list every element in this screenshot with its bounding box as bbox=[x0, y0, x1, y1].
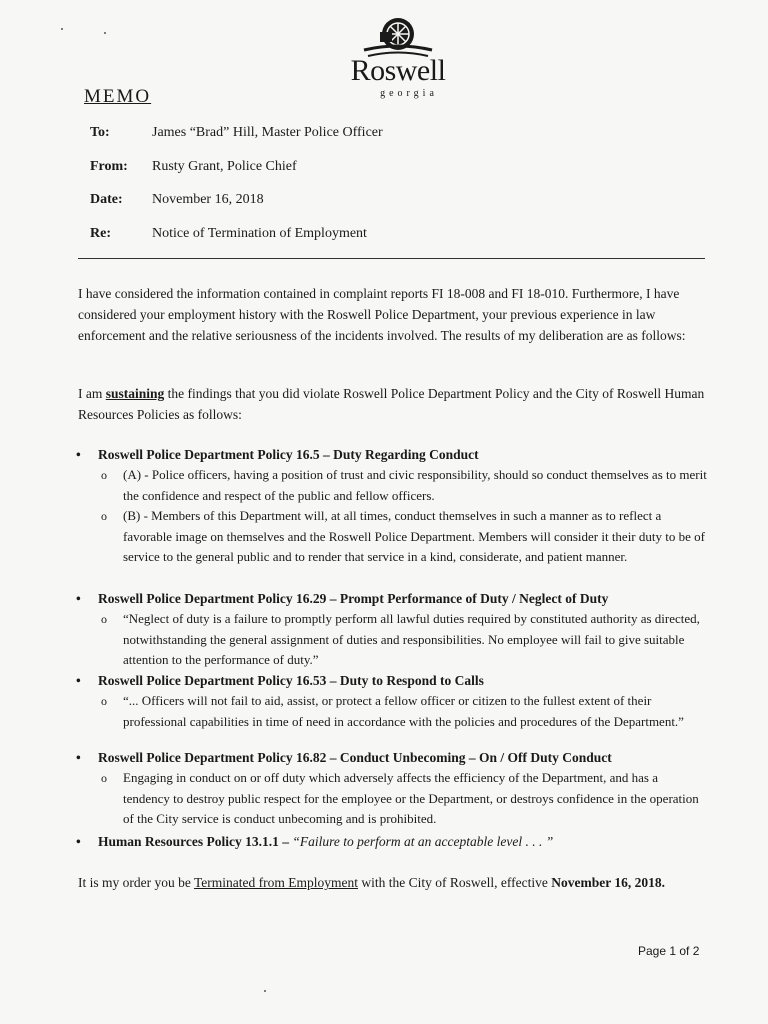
scan-speck bbox=[264, 990, 266, 992]
order-mid: with the City of Roswell, effective bbox=[358, 875, 552, 890]
logo-wordmark: Roswell bbox=[350, 54, 446, 87]
policy-16-53-a: o “... Officers will not fail to aid, assist, or protect a fellow officer or citizen to the fullest extent of their professional capabilities in time of need in accordance with the policies and procedures of the Department.” bbox=[123, 691, 708, 732]
from-label: From: bbox=[90, 159, 128, 174]
policy-16-82-a: o Engaging in conduct on or off duty which adversely affects the efficiency of the Department, and has a tendency to destroy public respect for the employee or the Department, or destroys confidence in the operation of the City service is conduct unbecoming and is prohibited. bbox=[123, 768, 708, 830]
policy-16-5-title: • Roswell Police Department Policy 16.5 – Duty Regarding Conduct bbox=[98, 445, 710, 465]
sustaining-paragraph bbox=[78, 383, 708, 425]
policy-16-53-title: • Roswell Police Department Policy 16.53 – Duty to Respond to Calls bbox=[98, 671, 710, 691]
roswell-logo bbox=[338, 14, 458, 104]
termination-order bbox=[78, 872, 708, 893]
sustain-word: sustaining bbox=[105, 386, 165, 401]
date-value: November 16, 2018 bbox=[152, 192, 264, 207]
page-number: Page 1 of 2 bbox=[638, 944, 700, 958]
policy-16-29-title: • Roswell Police Department Policy 16.29 – Prompt Performance of Duty / Neglect of Duty bbox=[98, 589, 710, 609]
to-value: James “Brad” Hill, Master Police Officer bbox=[152, 125, 383, 140]
re-label: Re: bbox=[90, 226, 111, 241]
sustain-post: the findings that you did violate Roswell Police Department Policy and the City of Roswell Human Resources Policies as follows: bbox=[78, 386, 705, 422]
policy-16-5-b: o (B) - Members of this Department will, at all times, conduct themselves in such a manner as to reflect a favorable image on themselves and the Roswell Police Department. Members will consider it their duty to be of service to the general public and to render that service in a kind, considerate, and patient manner. bbox=[123, 506, 708, 568]
header-divider bbox=[78, 258, 705, 259]
hr-policy-title: Human Resources Policy 13.1.1 – bbox=[98, 834, 293, 849]
memo-title: MEMO bbox=[84, 86, 152, 107]
re-value: Notice of Termination of Employment bbox=[152, 226, 367, 241]
intro-paragraph: I have considered the information contained in complaint reports FI 18-008 and FI 18-010. Furthermore, I have considered your employment history with the Roswell Police Department, your previous experience in law enforcement and the relative seriousness of the incidents involved. The results of my deliberation are as follows: bbox=[78, 286, 686, 343]
logo-state: georgia bbox=[380, 88, 438, 99]
policy-16-82-title: • Roswell Police Department Policy 16.82 – Conduct Unbecoming – On / Off Duty Conduct bbox=[98, 748, 710, 768]
policy-16-5-a: o (A) - Police officers, having a position of trust and civic responsibility, should so conduct themselves as to merit the confidence and respect of the public and fellow officers. bbox=[123, 465, 708, 506]
policy-16-29-a: o “Neglect of duty is a failure to promptly perform all lawful duties required by constituted authority as directed, notwithstanding the general assignment of duties and responsibilities. No employee will fail to give suitable attention to the performance of duty.” bbox=[123, 609, 708, 671]
sustain-pre: I am bbox=[78, 386, 106, 401]
to-label: To: bbox=[90, 125, 110, 140]
hr-policy-13-1-1 bbox=[98, 832, 710, 852]
scan-speck bbox=[61, 28, 63, 30]
order-term: Terminated from Employment bbox=[193, 875, 358, 890]
order-date: November 16, 2018. bbox=[551, 875, 665, 890]
hr-policy-quote: “Failure to perform at an acceptable level . . . ” bbox=[292, 834, 554, 849]
from-value: Rusty Grant, Police Chief bbox=[152, 159, 297, 174]
date-label: Date: bbox=[90, 192, 123, 207]
scan-speck bbox=[104, 32, 106, 34]
order-pre: It is my order you be bbox=[78, 875, 194, 890]
